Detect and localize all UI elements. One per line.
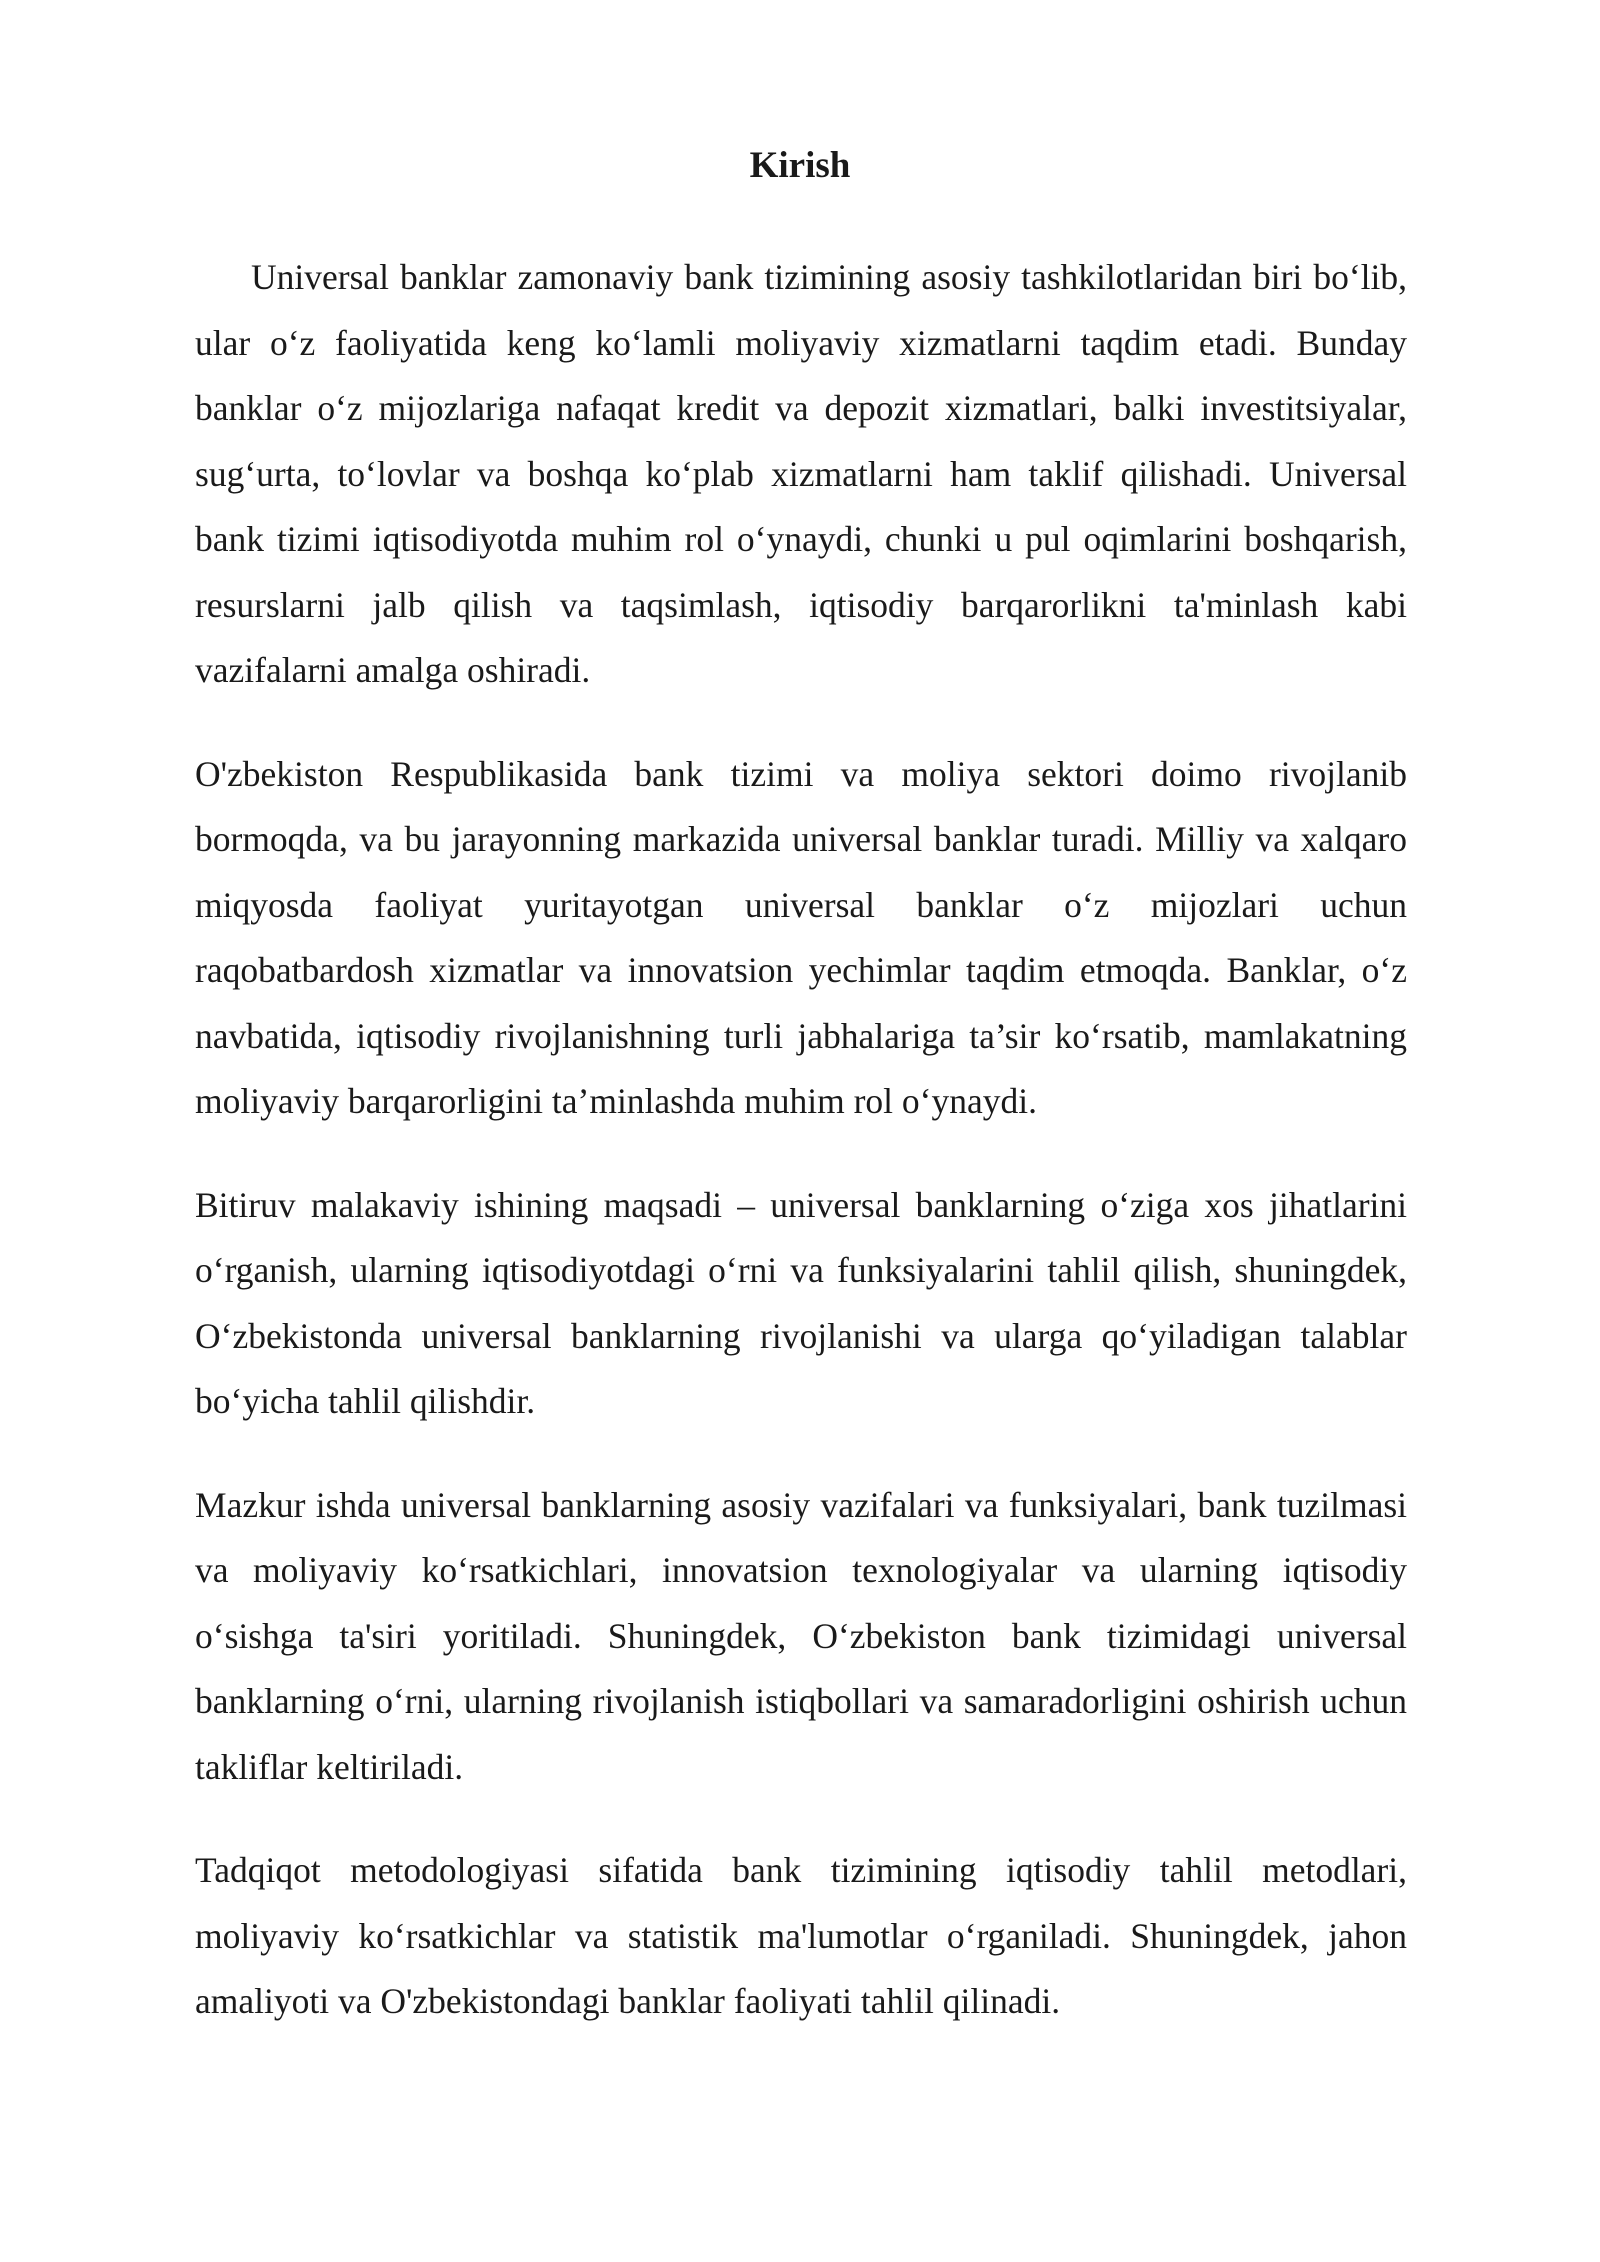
paragraph-methodology: Tadqiqot metodologiyasi sifatida bank tizimining iqtisodiy tahlil metodlari, moliyaviy ko‘rsatkichlar va statistik ma'lumotlar o‘rganiladi. Shuningdek, jahon amaliyoti va O'zbekistondagi banklar faoliyati tahlil qilinadi. [195,1850,1407,2021]
paragraph-uzbekistan-banking: O'zbekiston Respublikasida bank tizimi va moliya sektori doimo rivojlanib bormoqda, va bu jarayonning markazida universal banklar turadi. Milliy va xalqaro miqyosda faoliyat yuritayotgan universal banklar o‘z mijozlari uchun raqobatbardosh xizmatlar va innovatsion yechimlar taqdim etmoqda. Banklar, o‘z navbatida, iqtisodiy rivojlanishning turli jabhalariga ta’sir ko‘rsatib, mamlakatning moliyaviy barqarorligini ta’minlashda muhim rol o‘ynaydi. [195,753,1407,1121]
paragraph-purpose: Bitiruv malakaviy ishining maqsadi – universal banklarning o‘ziga xos jihatlarini o‘rganish, ularning iqtisodiyotdagi o‘rni va funksiyalarini tahlil qilish, shuningdek, O‘zbekistonda universal banklarning rivojlanishi va ularga qo‘yiladigan talablar bo‘yicha tahlil qilishdir. [195,1184,1407,1421]
page-title: Kirish [749,145,851,186]
paragraph-intro: Universal banklar zamonaviy bank tizimining asosiy tashkilotlaridan biri bo‘lib, ular o‘z faoliyatida keng ko‘lamli moliyaviy xizmatlarni taqdim etadi. Bunday banklar o‘z mijozlariga nafaqat kredit va depozit xizmatlari, balki investitsiyalar, sug‘urta, to‘lovlar va boshqa ko‘plab xizmatlarni ham taklif qilishadi. Universal bank tizimi iqtisodiyotda muhim rol o‘ynaydi, chunki u pul oqimlarini boshqarish, resurslarni jalb qilish va taqsimlash, iqtisodiy barqarorlikni ta'minlash kabi vazifalarni amalga oshiradi. [195,257,1407,690]
document-body [195,245,1407,2073]
paragraph-scope: Mazkur ishda universal banklarning asosiy vazifalari va funksiyalari, bank tuzilmasi va moliyaviy ko‘rsatkichlari, innovatsion texnologiyalar va ularning iqtisodiy o‘sishga ta'siri yoritiladi. Shuningdek, O‘zbekiston bank tizimidagi universal banklarning o‘rni, ularning rivojlanish istiqbollari va samaradorligini oshirish uchun takliflar keltiriladi. [195,1484,1407,1787]
